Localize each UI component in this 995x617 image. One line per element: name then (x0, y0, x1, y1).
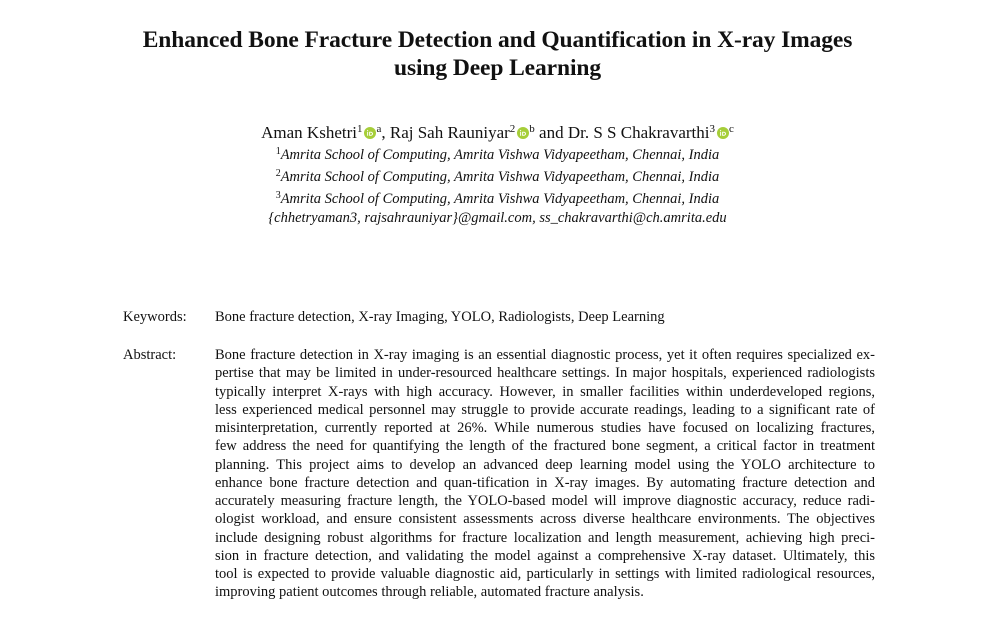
affiliation-1 (0, 146, 995, 164)
author-name: Aman Kshetri (261, 123, 357, 142)
affiliation-number: 3 (275, 190, 281, 201)
affiliation-3 (0, 190, 995, 208)
author-affiliation-number: 1 (356, 123, 363, 135)
affiliation-number: 2 (275, 168, 281, 179)
abstract-line: improving patient outcomes through reliable, automated fracture analysis. (215, 584, 644, 601)
abstract-line: few address the need for quantifying the length of the fractured bone segment, a critical factor in treatment (215, 438, 875, 455)
abstract-line: ologist workload, and ensure consistent assessments across diverse healthcare environments. The objectives (215, 511, 875, 528)
orcid-mark: b (529, 123, 535, 135)
paper-title-line-2: using Deep Learning (393, 55, 602, 81)
abstract-line: planning. This project aims to develop an advanced deep learning model using the YOLO architecture to (215, 456, 875, 473)
abstract-label: Abstract: (123, 347, 177, 363)
author-separator: , (381, 123, 390, 142)
author-emails[interactable]: {chhetryaman3, rajsahrauniyar}@gmail.com, ss_chakravarthi@ch.amrita.edu (268, 210, 727, 226)
keywords-text: Bone fracture detection, X-ray Imaging, YOLO, Radiologists, Deep Learning (215, 309, 665, 325)
author-separator: and (534, 123, 568, 142)
orcid-icon[interactable] (517, 127, 529, 139)
affiliation-2 (0, 168, 995, 186)
author-affiliation-number: 2 (509, 123, 516, 135)
author-affiliation-number: 3 (709, 123, 715, 135)
author-name: Dr. S S Chakravarthi (567, 123, 710, 142)
abstract-line: sion in fracture detection, and validating the model against a comprehensive X-ray dataset. Ultimately, this (215, 547, 875, 564)
author-name: Raj Sah Rauniyar (389, 123, 510, 142)
affiliation-number: 1 (275, 146, 281, 157)
abstract-line: tool is expected to provide valuable diagnostic aid, particularly in settings with limited radiological resources, (215, 566, 875, 582)
keywords-label: Keywords: (123, 309, 187, 325)
abstract-line: include designing robust algorithms for fracture localization and length measurement, achieving high preci- (215, 529, 875, 546)
orcid-icon[interactable] (364, 127, 376, 139)
abstract-line: pertise that may be limited in under-resourced healthcare settings. In major hospitals, experienced radiologists (215, 365, 875, 382)
orcid-mark: a (376, 123, 382, 135)
affiliation-text: Amrita School of Computing, Amrita Vishwa Vidyapeetham, Chennai, India (280, 169, 720, 185)
orcid-mark: c (728, 123, 734, 135)
abstract-line: enhance bone fracture detection and quan-tification in X-ray images. By automating fracture detection and (215, 474, 875, 491)
abstract-body (215, 346, 875, 602)
paper-title (0, 26, 995, 82)
affiliation-text: Amrita School of Computing, Amrita Vishwa Vidyapeetham, Chennai, India (280, 147, 720, 163)
affiliation-text: Amrita School of Computing, Amrita Vishwa Vidyapeetham, Chennai, India (280, 191, 720, 207)
abstract-line: less experienced medical personnel may struggle to provide accurate readings, leading to a significant rate of (215, 401, 875, 418)
abstract-line: typically interpret X-rays with high accuracy. However, in smaller facilities within underdeveloped regions, (215, 383, 875, 400)
author-list (0, 122, 995, 144)
abstract-line: Bone fracture detection in X-ray imaging is an essential diagnostic process, yet it often requires specialized ex- (215, 347, 875, 363)
abstract-line: accurately measuring fracture length, the YOLO-based model will improve diagnostic accuracy, reduce radi- (215, 493, 875, 509)
abstract-line: misinterpretation, currently reported at 26%. While numerous studies have focused on localizing fractures, (215, 420, 875, 436)
orcid-icon[interactable] (717, 127, 729, 139)
paper-title-line-1: Enhanced Bone Fracture Detection and Quantification in X-ray Images (142, 27, 853, 53)
